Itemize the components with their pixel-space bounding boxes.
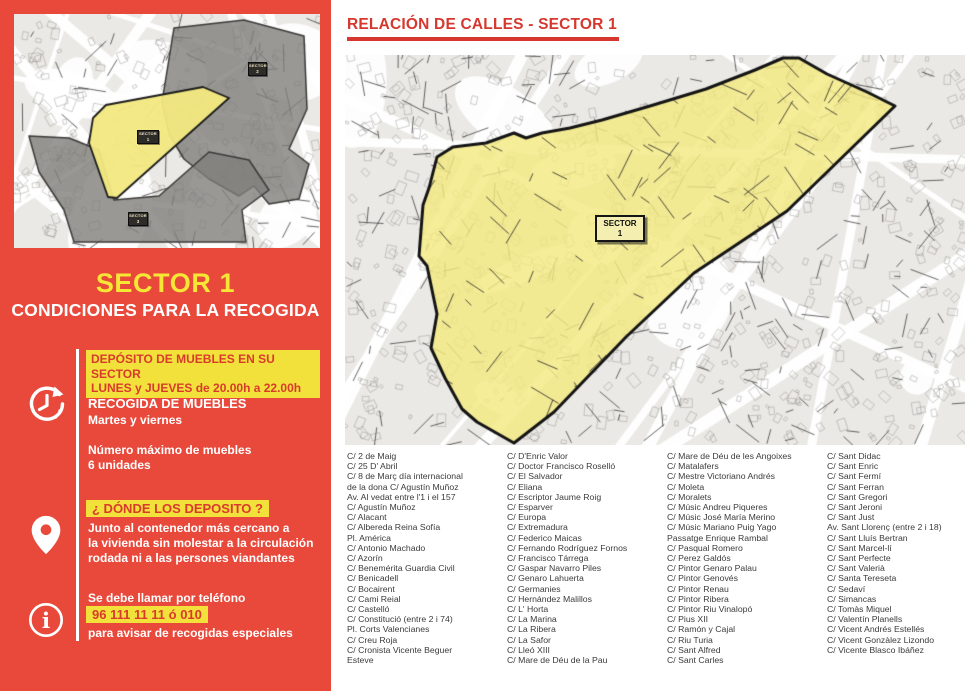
map-sector-badge-number: 1: [617, 228, 623, 238]
street-item: C/ Músic Andreu Piqueres: [667, 502, 768, 513]
street-item: C/ Sant Valerià: [827, 563, 885, 574]
street-item: C/ Gaspar Navarro Piles: [507, 563, 602, 574]
phone-line1: Se debe llamar por teléfono: [88, 591, 246, 605]
street-item: C/ Genaro Lahuerta: [507, 573, 584, 584]
street-item: C/ La Marina: [507, 614, 557, 625]
street-column-1: [347, 451, 505, 665]
street-item: C/ Extremadura: [507, 522, 568, 533]
donde-line2: la vivienda sin molestar a la circulación: [88, 536, 314, 550]
street-item: C/ La Ribera: [507, 624, 556, 635]
street-item: C/ Agustín Muñoz: [347, 502, 416, 513]
street-item: Av. Sant Llorenç (entre 2 i 18): [827, 522, 942, 533]
street-item: C/ Pintor Riu Vinalopó: [667, 604, 753, 615]
street-item: C/ Benemérita Guardia Civil: [347, 563, 455, 574]
street-item: C/ Moralets: [667, 491, 712, 502]
street-item: C/ Matalafers: [667, 461, 719, 472]
street-item: Pl. Corts Valencianes: [347, 624, 430, 635]
minimap-sector3-label: [128, 212, 148, 226]
sector-title: SECTOR 1: [95, 268, 236, 298]
street-item: C/ Sant Marcel-lí: [827, 542, 892, 553]
sidebar-divider-line: [76, 349, 79, 641]
map-sector-badge-text: SECTOR: [603, 219, 637, 228]
clock-rotation-icon: [27, 384, 67, 429]
street-item: C/ Sedaví: [827, 583, 866, 594]
street-item: C/ Moleta: [667, 481, 705, 492]
page-title-underline: [347, 37, 619, 41]
street-item: C/ Azorín: [347, 553, 383, 564]
street-item: C/ Sant Ferran: [827, 481, 884, 492]
street-item: C/ 2 de Maig: [347, 451, 397, 461]
donde-title-chip: ¿ DÓNDE LOS DEPOSITO ?: [86, 500, 269, 517]
sidebar: [0, 0, 331, 691]
minimap-sector3-label-text: SECTOR: [129, 213, 147, 218]
street-item: C/ Mare de Déu de les Angoixes: [667, 451, 792, 461]
deposit-schedule-line2: LUNES y JUEVES de 20.00h a 22.00h: [91, 381, 302, 395]
street-item: C/ Valentín Planells: [827, 614, 903, 625]
street-item: C/ Vicente Blasco Ibáñez: [827, 644, 924, 655]
minimap-sector1-label-number: 1: [146, 136, 150, 142]
street-item: C/ Vicent Andrés Estellés: [827, 624, 925, 635]
street-item: C/ Pintor Genovés: [667, 573, 738, 584]
street-item: C/ Pintor Renau: [667, 583, 729, 594]
street-item: C/ Fernando Rodríguez Fornos: [507, 542, 628, 553]
info-icon: [27, 601, 65, 644]
street-item: C/ Creu Roja: [347, 634, 398, 645]
street-item: C/ Cronista Vicente Beguer: [347, 644, 453, 655]
street-item: C/ Sant Jeroni: [827, 502, 883, 513]
street-item: C/ Mare de Déu de la Pau: [507, 655, 608, 666]
donde-line3: rodada ni a las persones viandantes: [88, 551, 295, 565]
street-item: C/ Sant Fermí: [827, 471, 882, 482]
street-item: C/ Tomàs Miquel: [827, 604, 892, 615]
street-item: C/ Europa: [507, 512, 547, 523]
street-item: C/ Pasqual Romero: [667, 542, 743, 553]
street-item: C/ Sant Didac: [827, 451, 881, 461]
street-item: C/ Sant Perfecte: [827, 553, 891, 564]
minimap-sector2-label-text: SECTOR: [249, 63, 267, 68]
city-overview-map: [14, 14, 320, 248]
street-item: C/ Lleó XIII: [507, 644, 550, 655]
street-item: C/ Hernández Malillos: [507, 593, 592, 604]
sector-subtitle: CONDICIONES PARA LA RECOGIDA: [11, 300, 320, 320]
street-item: C/ Francisco Tárrega: [507, 553, 589, 564]
street-item: C/ Sant Carles: [667, 655, 724, 666]
street-item: C/ Pius XII: [667, 614, 709, 625]
location-pin-icon: [28, 514, 64, 561]
street-item: C/ Constitució (entre 2 i 74): [347, 614, 453, 625]
street-column-3: [667, 451, 825, 665]
street-item: C/ Albereda Reina Sofía: [347, 522, 441, 533]
street-item: C/ Pintor Ribera: [667, 593, 729, 604]
street-item: C/ Músic Mariano Puig Yago: [667, 522, 777, 533]
max-muebles-line1: Número máximo de muebles: [88, 443, 252, 457]
street-item: C/ D'Enric Valor: [507, 451, 568, 461]
street-item: Av. Al vedat entre l'1 i el 157: [347, 491, 456, 502]
street-item: C/ Pintor Genaro Palau: [667, 563, 757, 574]
street-item: C/ Antonio Machado: [347, 542, 426, 553]
sector-map: [345, 55, 965, 445]
street-item: C/ Sant Alfred: [667, 644, 721, 655]
street-item: Esteve: [347, 655, 374, 666]
street-item: C/ Alacant: [347, 512, 387, 523]
max-muebles-line2: 6 unidades: [88, 458, 151, 472]
street-item: C/ Cami Reial: [347, 593, 401, 604]
street-item: C/ Vicent Gonzàlez Lizondo: [827, 634, 935, 645]
minimap-sector1-label: [137, 130, 159, 144]
minimap-sector2-label: [248, 62, 267, 76]
street-item: C/ Doctor Francisco Roselló: [507, 461, 616, 472]
minimap-sector3-label-number: 3: [136, 218, 140, 224]
street-item: C/ Eliana: [507, 481, 543, 492]
sector-map-canvas: [345, 55, 965, 445]
page-title: RELACIÓN DE CALLES - SECTOR 1: [347, 16, 617, 33]
street-item: C/ Santa Tereseta: [827, 573, 897, 584]
street-item: C/ Mestre Victoriano Andrés: [667, 471, 775, 482]
street-item: C/ Sant Lluís Bertran: [827, 532, 908, 543]
svg-text:i: i: [41, 608, 51, 635]
street-item: C/ Federico Maicas: [507, 532, 582, 543]
street-item: Passatge Enrique Rambal: [667, 532, 768, 543]
street-item: C/ Sant Just: [827, 512, 875, 523]
street-item: C/ Ramón y Cajal: [667, 624, 736, 635]
donde-line1: Junto al contenedor más cercano a: [88, 521, 290, 535]
street-item: C/ L' Horta: [507, 604, 549, 615]
street-item: C/ Benicadell: [347, 573, 399, 584]
deposit-schedule-line1: DEPÓSITO DE MUEBLES EN SU SECTOR: [91, 352, 275, 381]
street-item: C/ Músic José María Merino: [667, 512, 776, 523]
map-sector-badge: [595, 215, 645, 242]
street-item: C/ Esparver: [507, 502, 553, 513]
street-column-2: [507, 451, 665, 665]
minimap-sector1-label-text: SECTOR: [139, 131, 157, 136]
street-item: C/ Escriptor Jaume Roig: [507, 491, 602, 502]
street-column-4: [827, 451, 976, 655]
street-item: C/ Simancas: [827, 593, 877, 604]
street-item: C/ 25 D' Abril: [347, 461, 398, 472]
street-item: C/ Castelló: [347, 604, 390, 615]
street-item: C/ Riu Turia: [667, 634, 713, 645]
street-item: de la dona C/ Agustín Muñoz: [347, 481, 459, 492]
street-item: C/ Perez Galdós: [667, 553, 731, 564]
street-item: C/ El Salvador: [507, 471, 563, 482]
city-overview-canvas: [14, 14, 320, 248]
recogida-days: Martes y viernes: [88, 413, 183, 427]
street-item: Pl. América: [347, 532, 391, 543]
minimap-sector2-label-number: 2: [256, 68, 259, 74]
recogida-title: RECOGIDA DE MUEBLES: [88, 396, 247, 411]
street-item: C/ Bocairent: [347, 583, 395, 594]
street-item: C/ Sant Gregori: [827, 491, 888, 502]
street-item: C/ Sant Enric: [827, 461, 879, 472]
phone-numbers-chip: 96 111 11 11 ó 010: [86, 606, 208, 623]
street-item: C/ Germanies: [507, 583, 561, 594]
street-item: C/ La Safor: [507, 634, 551, 645]
street-item: C/ 8 de Març día internacional: [347, 471, 463, 482]
deposit-schedule-box: [86, 350, 320, 398]
phone-line3: para avisar de recogidas especiales: [88, 626, 293, 640]
